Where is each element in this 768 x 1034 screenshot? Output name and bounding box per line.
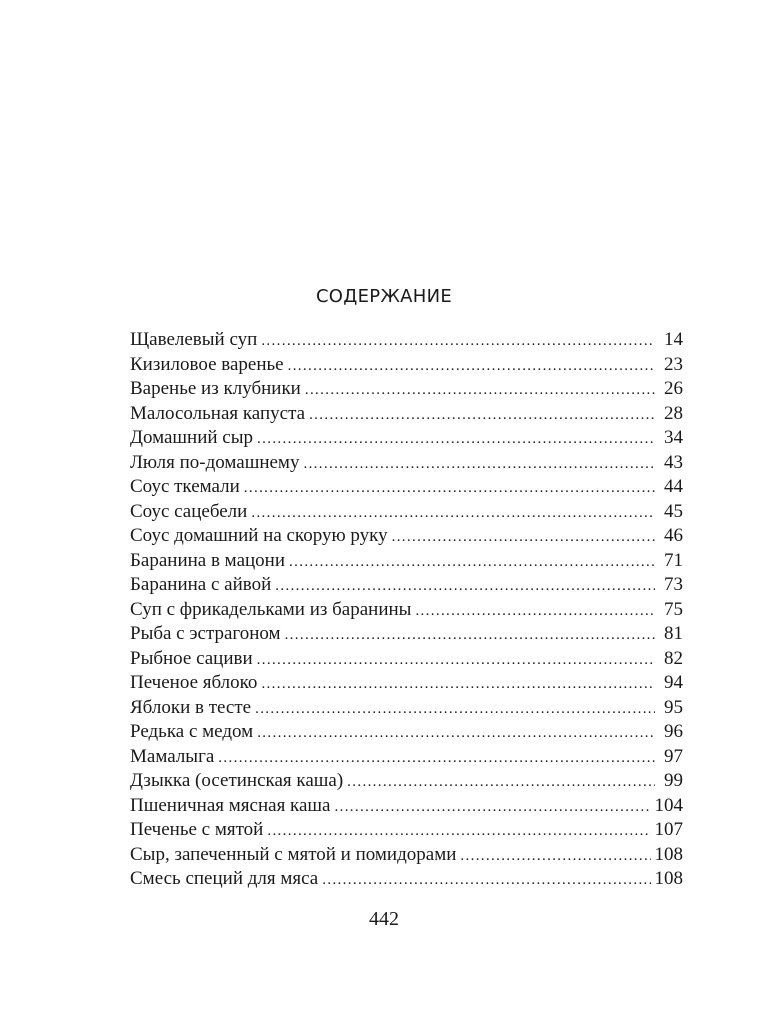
- toc-entry-title: Рыба с эстрагоном: [130, 623, 281, 644]
- dot-leader: [347, 770, 655, 795]
- toc-entry-title: Люля по-домашнему: [130, 451, 300, 473]
- toc-entry-title: Кизиловое варенье: [130, 353, 284, 375]
- toc-item: [130, 696, 683, 721]
- dot-leader: [257, 648, 655, 673]
- toc-entry-page: 97: [664, 745, 683, 767]
- dot-leader: [244, 476, 655, 501]
- dot-leader: [322, 868, 650, 893]
- toc-entry-title: Мамалыга: [130, 745, 215, 767]
- toc-entry-title: Редька с медом: [130, 721, 254, 742]
- toc-item: [130, 377, 683, 402]
- page-number: 442: [369, 908, 399, 930]
- toc-item: [130, 671, 683, 696]
- toc-item: [130, 328, 683, 353]
- toc-entry-page: 34: [664, 427, 683, 448]
- toc-entry-title: Пшеничная мясная каша: [130, 794, 331, 816]
- dot-leader: [261, 329, 655, 354]
- toc-title: СОДЕРЖАНИЕ: [315, 286, 453, 307]
- toc-entry-page: 14: [664, 329, 683, 350]
- toc-entry-page: 75: [664, 598, 683, 620]
- dot-leader: [305, 378, 655, 403]
- toc-item: [130, 598, 683, 623]
- toc-entry-title: Рыбное сациви: [130, 647, 253, 669]
- toc-item: [130, 622, 683, 647]
- toc-entry-page: 73: [664, 574, 683, 595]
- toc-entry-title: Баранина с айвой: [130, 574, 272, 595]
- dot-leader: [257, 427, 655, 452]
- dot-leader: [257, 721, 655, 746]
- toc-item: [130, 549, 683, 574]
- toc-item: [130, 867, 683, 892]
- toc-item: [130, 647, 683, 672]
- dot-leader: [261, 672, 655, 697]
- toc-entry-page: 108: [654, 868, 683, 889]
- toc-entry-page: 107: [654, 819, 683, 840]
- toc-entry-title: Соус домашний на скорую руку: [130, 525, 388, 546]
- toc-entry-title: Соус ткемали: [130, 476, 240, 497]
- toc-list: [130, 328, 683, 892]
- dot-leader: [392, 525, 655, 550]
- dot-leader: [275, 574, 655, 599]
- toc-item: [130, 843, 683, 868]
- toc-entry-page: 26: [664, 378, 683, 399]
- dot-leader: [288, 354, 655, 379]
- toc-item: [130, 745, 683, 770]
- toc-item: [130, 353, 683, 378]
- toc-entry-page: 46: [664, 525, 683, 546]
- dot-leader: [285, 623, 655, 648]
- toc-item: [130, 451, 683, 476]
- toc-item: [130, 720, 683, 745]
- toc-item: [130, 524, 683, 549]
- toc-entry-page: 104: [654, 794, 683, 816]
- toc-entry-title: Малосольная капуста: [130, 402, 306, 424]
- toc-entry-page: 94: [664, 672, 683, 693]
- toc-item: [130, 769, 683, 794]
- toc-item: [130, 402, 683, 427]
- toc-entry-title: Яблоки в тесте: [130, 696, 252, 718]
- dot-leader: [309, 403, 655, 428]
- dot-leader: [460, 844, 650, 869]
- toc-entry-page: 95: [664, 696, 683, 718]
- toc-entry-page: 96: [664, 721, 683, 742]
- toc-entry-page: 44: [664, 476, 683, 497]
- dot-leader: [415, 599, 655, 624]
- toc-item: [130, 475, 683, 500]
- toc-item: [130, 426, 683, 451]
- toc-item: [130, 500, 683, 525]
- toc-entry-title: Баранина в мацони: [130, 549, 286, 571]
- toc-entry-title: Смесь специй для мяса: [130, 868, 319, 889]
- toc-item: [130, 573, 683, 598]
- dot-leader: [303, 452, 655, 477]
- toc-entry-title: Печенье с мятой: [130, 819, 264, 840]
- dot-leader: [255, 697, 655, 722]
- toc-entry-page: 28: [664, 402, 683, 424]
- toc-entry-title: Дзыкка (осетинская каша): [130, 770, 344, 791]
- dot-leader: [289, 550, 655, 575]
- toc-entry-title: Сыр, запеченный с мятой и помидорами: [130, 843, 457, 865]
- dot-leader: [218, 746, 655, 771]
- toc-entry-title: Домашний сыр: [130, 427, 254, 448]
- toc-item: [130, 794, 683, 819]
- toc-entry-title: Щавелевый суп: [130, 329, 258, 350]
- toc-entry-page: 81: [664, 623, 683, 644]
- toc-entry-page: 99: [664, 770, 683, 791]
- dot-leader: [267, 819, 650, 844]
- toc-entry-page: 82: [664, 647, 683, 669]
- toc-entry-page: 43: [664, 451, 683, 473]
- toc-entry-title: Соус сацебели: [130, 500, 248, 522]
- toc-entry-page: 108: [654, 843, 683, 865]
- toc-entry-title: Суп с фрикадельками из баранины: [130, 598, 412, 620]
- dot-leader: [251, 501, 655, 526]
- toc-entry-page: 23: [664, 353, 683, 375]
- toc-entry-page: 45: [664, 500, 683, 522]
- toc-entry-page: 71: [664, 549, 683, 571]
- toc-entry-title: Варенье из клубники: [130, 378, 301, 399]
- dot-leader: [335, 795, 651, 820]
- toc-entry-title: Печеное яблоко: [130, 672, 258, 693]
- toc-item: [130, 818, 683, 843]
